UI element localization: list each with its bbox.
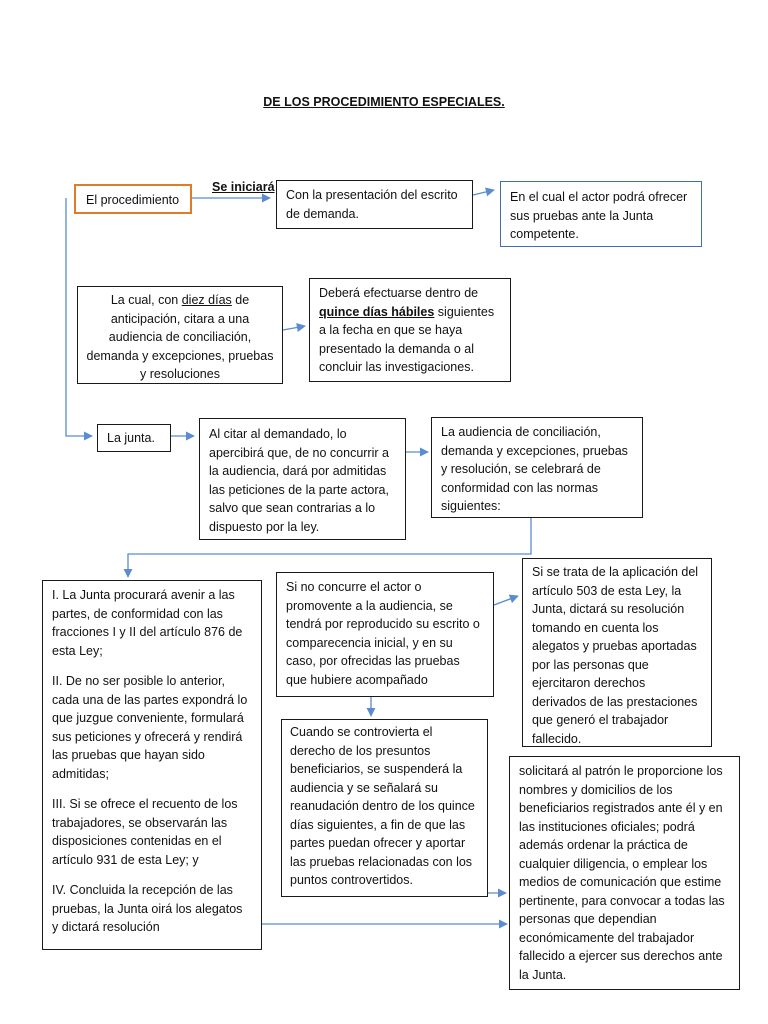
- node-procedimiento: [74, 184, 192, 214]
- node-no-concurre-text: Si no concurre el actor o promovente a la audiencia, se tendrá por reproducido su escrito o comparecencia inicial, y en su caso, por ofrecidas las pruebas que hubiere acompañado: [286, 580, 480, 687]
- node-solicitara: [509, 756, 740, 990]
- node-solicitara-text: solicitará al patrón le proporcione los nombres y domicilios de los beneficiarios registrados ante él y en las instituciones oficiales; podrá además ordenar la práctica de cualquier diligencia, o emplear los medios de comunicación que estime pertinente, para convocar a todas las personas que dependian económicamente del trabajador fallecido a ejercer sus derechos ante la Junta.: [519, 764, 725, 982]
- node-cita-post: de anticipación, citara a una audiencia de conciliación, demanda y excepciones, pruebas y resoluciones: [86, 293, 274, 381]
- node-no-concurre: [276, 572, 494, 697]
- node-presentacion-text: Con la presentación del escrito de demanda.: [286, 188, 458, 221]
- norma-item: II. De no ser posible lo anterior, cada una de las partes expondrá lo que juzgue conveniente, formulará sus peticiones y ofrecerá y rendirá las pruebas que hayan sido admitidas;: [52, 674, 248, 781]
- label-se-iniciara: Se iniciará: [212, 180, 275, 194]
- node-audiencia: [431, 417, 643, 518]
- node-cita-emph: diez días: [181, 293, 232, 307]
- node-cita-pre: La cual, con: [110, 293, 182, 307]
- node-articulo-503: [522, 558, 712, 747]
- node-efectuarse-pre: Deberá efectuarse dentro de: [319, 286, 479, 300]
- node-efectuarse: [309, 278, 511, 382]
- norma-item: IV. Concluida la recepción de las pruebas, la Junta oirá los alegatos y dictará resolución: [52, 883, 243, 934]
- norma-item: I. La Junta procurará avenir a las partes, de conformidad con las fracciones I y II del artículo 876 de esta Ley;: [52, 588, 243, 658]
- node-audiencia-text: La audiencia de conciliación, demanda y excepciones, pruebas y resolución, se celebrará de conformidad con las normas siguientes:: [441, 425, 628, 513]
- arrow-noconcurre-503: [494, 596, 518, 605]
- node-junta: [97, 424, 171, 452]
- norma-item: III. Si se ofrece el recuento de los trabajadores, se observarán las disposiciones contenidas en el artículo 931 de esta Ley; y: [52, 797, 238, 867]
- node-efectuarse-post: siguientes a la fecha en que se haya presentado la demanda o al concluir las investigaciones.: [319, 304, 495, 374]
- page-title: DE LOS PROCEDIMIENTO ESPECIALES.: [263, 95, 505, 109]
- node-cita: [77, 286, 283, 384]
- node-actor-pruebas: [500, 181, 702, 247]
- arrow-presentacion-actor: [473, 190, 494, 195]
- node-apercibira: [199, 418, 406, 540]
- node-articulo-503-text: Si se trata de la aplicación del artículo 503 de esta Ley, la Junta, dictará su resolución tomando en cuenta los alegatos y pruebas aportadas por las personas que ejercitaron derechos derivados de las prestaciones que generó el trabajador fallecido.: [532, 565, 699, 746]
- node-procedimiento-label: El procedimiento: [86, 193, 180, 207]
- arrow-cita-efectuarse: [283, 326, 305, 330]
- node-presentacion: [276, 180, 473, 229]
- node-junta-label: La junta.: [107, 431, 155, 445]
- node-efectuarse-emph: quince días hábiles: [319, 304, 435, 319]
- node-normas: [42, 580, 262, 950]
- node-actor-pruebas-text: En el cual el actor podrá ofrecer sus pruebas ante la Junta competente.: [510, 190, 688, 241]
- node-apercibira-text: Al citar al demandado, lo apercibirá que, de no concurrir a la audiencia, dará por admitidas las peticiones de la parte actora, salvo que sean contrarias a lo dispuesto por la ley.: [209, 427, 389, 534]
- node-controvierta: [281, 719, 488, 897]
- node-controvierta-text: Cuando se controvierta el derecho de los presuntos beneficiarios, se suspenderá la audiencia y se señalará su reanudación dentro de los quince días siguientes, a fin de que las partes puedan ofrecer y aportar las pruebas relacionadas con los puntos controvertidos.: [290, 725, 475, 887]
